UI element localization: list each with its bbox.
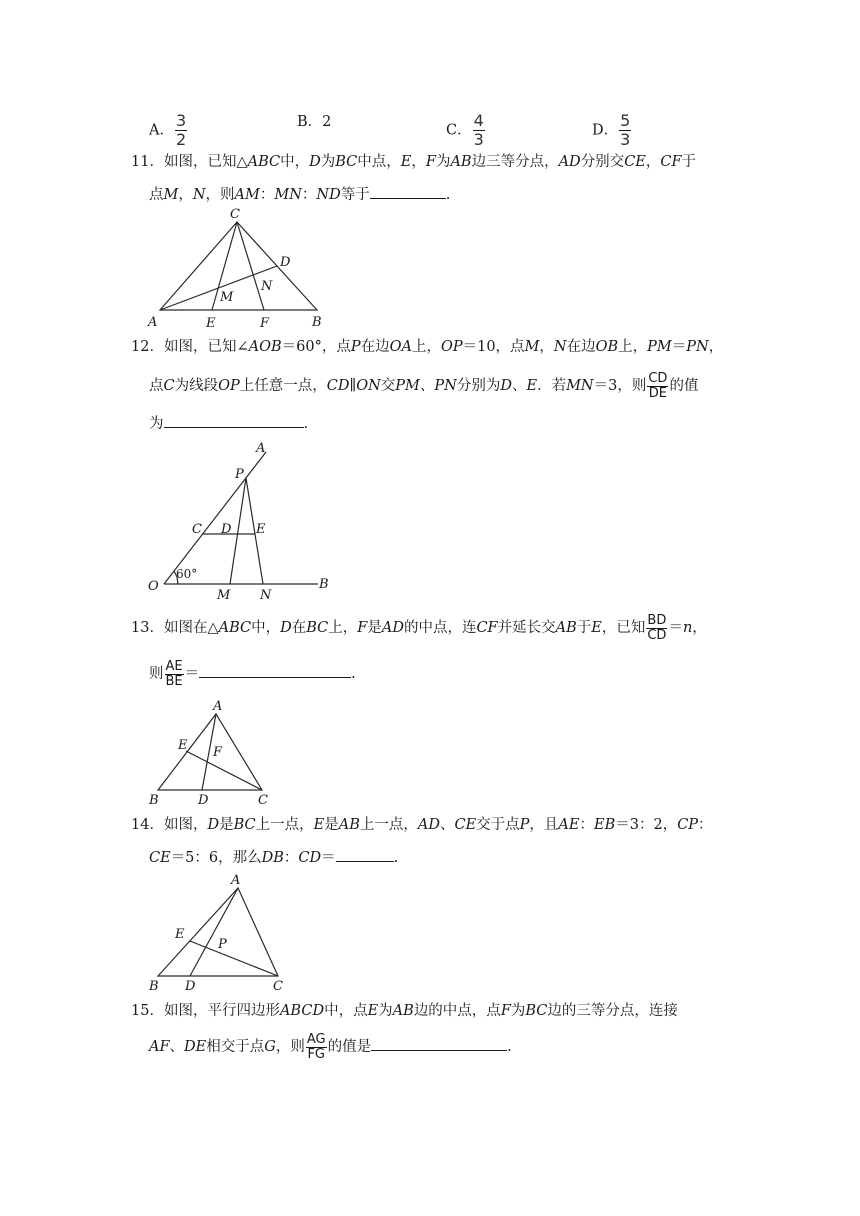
q13-label-a: A <box>213 699 223 714</box>
option-c: C． $\frac{4}{3}$ <box>446 111 484 149</box>
q14-answer-blank[interactable] <box>336 847 394 862</box>
q12-line1: 12．如图，已知∠AOB＝60°，点P在边OA上，OP＝10，点M，N在边OB上，PM＝PN， <box>131 339 724 355</box>
q11-label-a: A <box>148 315 158 330</box>
q14-figure <box>140 868 300 994</box>
q14-label-a: A <box>231 873 241 888</box>
q13-label-c: C <box>258 793 268 808</box>
q13-fraction-ae-be: $\frac{AE}{BE}$ <box>165 658 183 689</box>
q13-figure <box>140 696 280 808</box>
q14-label-p: P <box>218 937 227 952</box>
q12-number: 12． <box>131 339 164 355</box>
q12-figure <box>140 438 340 604</box>
q13-label-e: E <box>178 738 188 753</box>
q11-number: 11． <box>131 154 164 170</box>
q11-figure <box>140 200 340 332</box>
q14-label-d: D <box>185 979 196 994</box>
option-d: D． $\frac{5}{3}$ <box>592 111 631 149</box>
q11-line2: 点M，N，则AM：MN：ND等于 . <box>149 184 450 205</box>
q12-ray-oa <box>164 452 266 584</box>
q11-label-e: E <box>206 316 216 331</box>
q13-line1: 13．如图在△ABC中，D在BC上，F是AD的中点，连CF并延长交AB于E，已知 $\frac{BD}{CD}$ ＝n， <box>131 612 707 643</box>
q14-label-b: B <box>149 979 159 994</box>
option-a <box>149 112 188 149</box>
option-a-fraction: $\frac{3}{2}$ <box>175 111 187 149</box>
option-a-label: A． <box>149 122 174 139</box>
q12-label-m: M <box>217 588 231 603</box>
q11-label-f: F <box>260 316 270 331</box>
q14-label-c: C <box>273 979 283 994</box>
q12-label-e: E <box>256 522 266 537</box>
q12-label-b: B <box>319 577 329 592</box>
q12-label-angle: 60° <box>176 567 198 581</box>
option-c-fraction: $\frac{4}{3}$ <box>473 111 484 149</box>
q11-label-m: M <box>220 290 234 305</box>
q12-label-a: A <box>256 441 266 456</box>
q15-number: 15． <box>131 1003 164 1019</box>
q15-fraction-ag-fg: $\frac{AG}{FG}$ <box>306 1031 326 1062</box>
q14-number: 14． <box>131 817 164 833</box>
q13-triangle <box>158 714 262 790</box>
q12-line2: 点C为线段OP上任意一点，CD∥ON交PM、PN分别为D、E．若MN＝3，则 $\frac{CD}{DE}$ 的值 <box>149 370 699 401</box>
q14-line2: CE＝5：6，那么DB：CD＝ . <box>149 847 398 868</box>
option-d-fraction: $\frac{5}{3}$ <box>620 111 631 149</box>
q13-fraction-bd-cd: $\frac{BD}{CD}$ <box>647 612 667 643</box>
q15-answer-blank[interactable] <box>371 1036 507 1051</box>
q13-number: 13． <box>131 620 164 636</box>
q14-label-e: E <box>175 927 185 942</box>
q11-label-n: N <box>261 279 273 294</box>
q12-label-c: C <box>192 522 202 537</box>
q12-label-n: N <box>260 588 272 603</box>
q13-line2: 则 $\frac{AE}{BE}$ ＝ . <box>149 658 356 689</box>
q11-label-d: D <box>280 255 291 270</box>
q12-line3: 为 . <box>149 413 308 434</box>
q11-label-b: B <box>312 315 322 330</box>
q15-line1: 15．如图，平行四边形ABCD中，点E为AB边的中点，点F为BC边的三等分点，连接 <box>131 1003 678 1019</box>
q12-label-p: P <box>235 467 244 482</box>
q13-label-d: D <box>198 793 209 808</box>
q13-label-b: B <box>149 793 159 808</box>
q12-fraction-cd-de: $\frac{CD}{DE}$ <box>648 370 668 401</box>
q12-segment-pm <box>230 478 246 584</box>
q11-answer-blank[interactable] <box>370 184 446 199</box>
q11-line1: 11．如图，已知△ABC中，D为BC中点，E，F为AB边三等分点，AD分别交CE，CF于 <box>131 154 697 170</box>
q15-line2: AF、DE相交于点G，则 $\frac{AG}{FG}$ 的值是 . <box>149 1031 512 1062</box>
q12-answer-blank[interactable] <box>164 413 304 428</box>
q13-answer-blank[interactable] <box>199 663 351 678</box>
q12-label-d: D <box>221 522 232 537</box>
q11-triangle <box>160 222 317 310</box>
q12-label-o: O <box>148 579 159 594</box>
option-b: B．2 <box>297 114 332 130</box>
q11-label-c: C <box>230 207 240 222</box>
q11-segment-cf <box>237 222 264 310</box>
q13-label-f: F <box>213 745 223 760</box>
q14-line1: 14．如图，D是BC上一点，E是AB上一点，AD、CE交于点P，且AE：EB＝3：2，CP： <box>131 817 713 833</box>
